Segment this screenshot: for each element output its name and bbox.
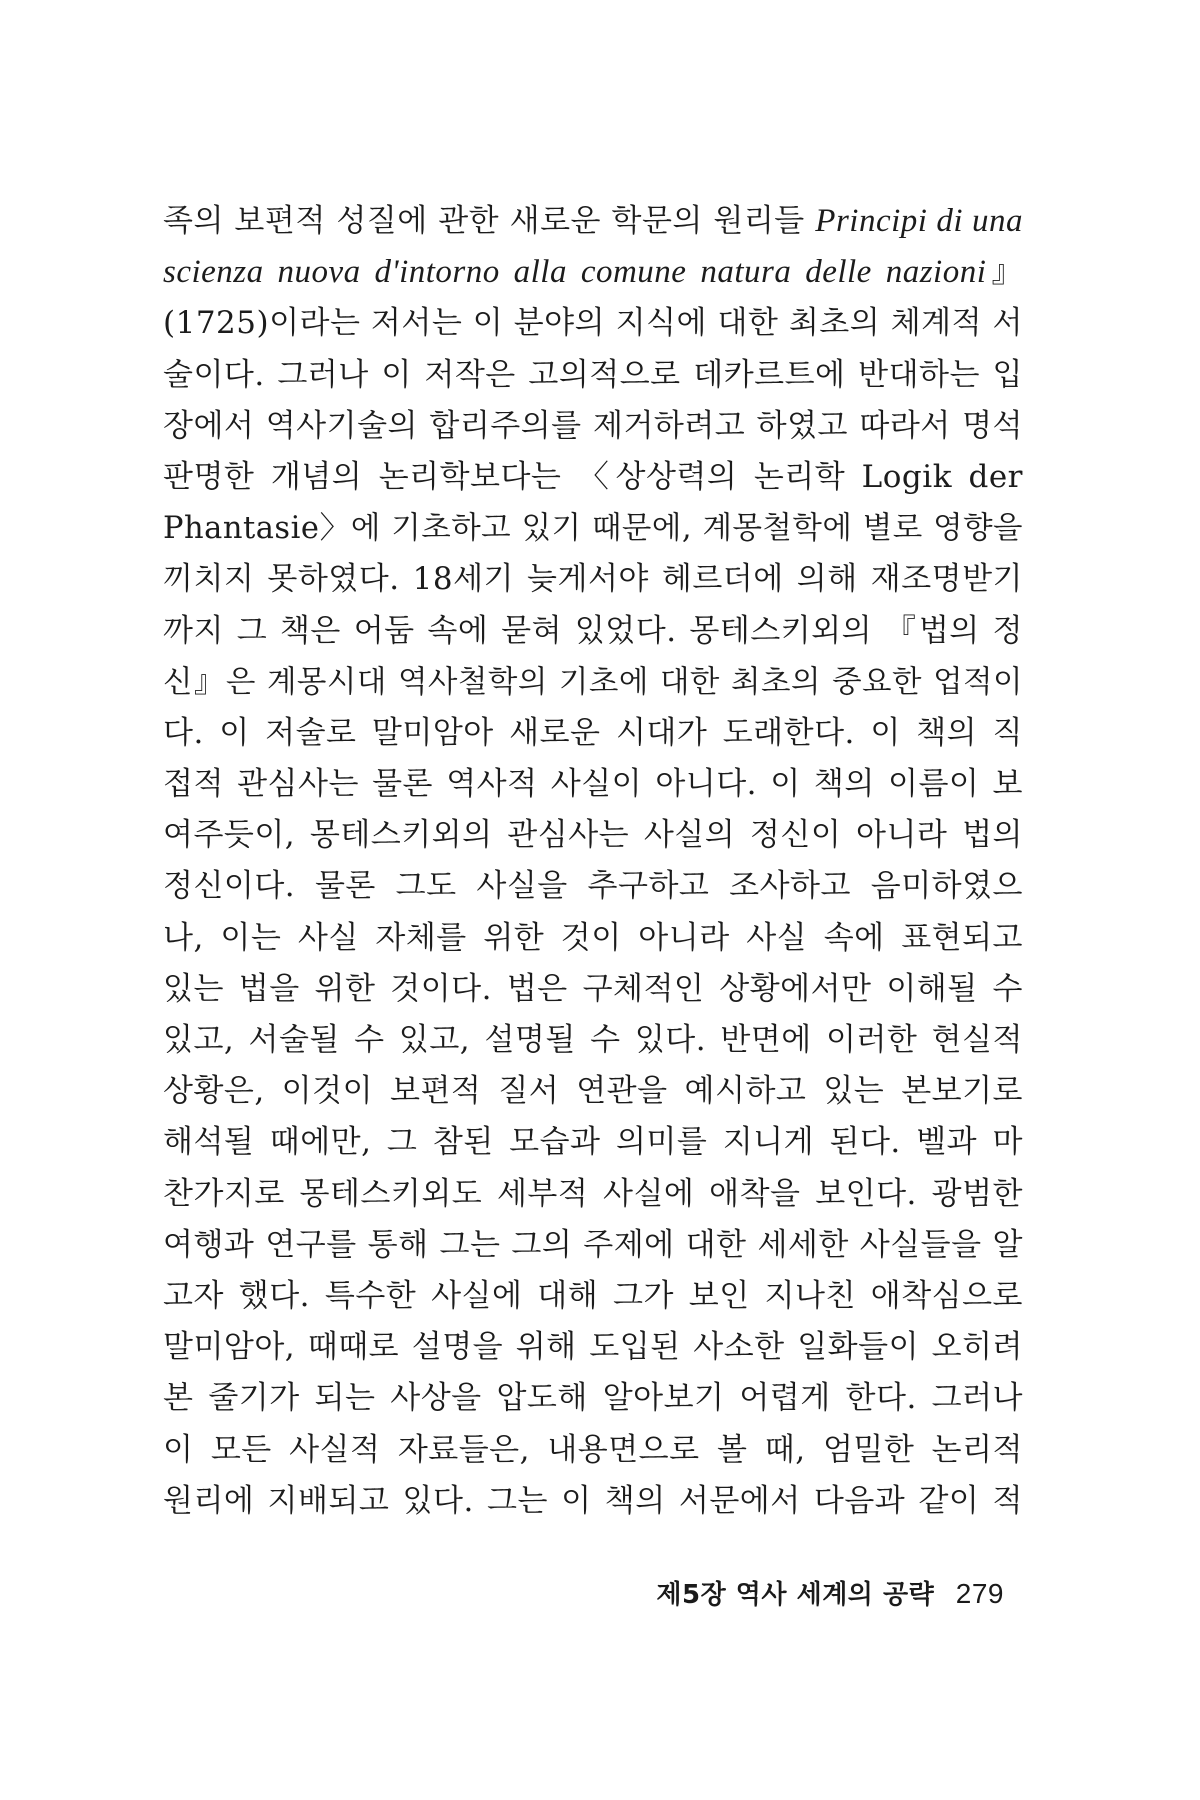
text-line bbox=[163, 964, 1023, 1015]
line-text: 다. 이 저술로 말미암아 새로운 시대가 도래한다. 이 책의 직 bbox=[163, 714, 1023, 751]
text-line bbox=[163, 1015, 1023, 1066]
line-text: 있고, 서술될 수 있고, 설명될 수 있다. 반면에 이러한 현실적 bbox=[163, 1022, 1023, 1058]
body-text bbox=[163, 196, 1023, 1527]
text-line bbox=[163, 759, 1023, 810]
page-number: 279 bbox=[955, 1578, 1004, 1609]
text-line bbox=[163, 196, 1023, 247]
line-text: 이 모든 사실적 자료들은, 내용면으로 볼 때, 엄밀한 논리적 bbox=[163, 1431, 1023, 1468]
line-text: 고자 했다. 특수한 사실에 대해 그가 보인 지나친 애착심으로 bbox=[163, 1277, 1023, 1314]
line-text: 끼치지 못하였다. 18세기 늦게서야 헤르더에 의해 재조명받기 bbox=[163, 561, 1023, 598]
text-line bbox=[163, 1476, 1023, 1527]
line-text: 찬가지로 몽테스키외도 세부적 사실에 애착을 보인다. 광범한 bbox=[163, 1175, 1023, 1212]
line-text: 여행과 연구를 통해 그는 그의 주제에 대한 세세한 사실들을 알 bbox=[163, 1226, 1023, 1263]
text-line bbox=[163, 1373, 1023, 1424]
text-line bbox=[163, 913, 1023, 964]
text-line bbox=[163, 606, 1023, 657]
line-text: 접적 관심사는 물론 역사적 사실이 아니다. 이 책의 이름이 보 bbox=[163, 766, 1023, 803]
text-line bbox=[163, 298, 1023, 349]
line-text: 족의 보편적 성질에 관한 새로운 학문의 원리들 bbox=[163, 203, 816, 239]
text-line bbox=[163, 1117, 1023, 1168]
line-text: 나, 이는 사실 자체를 위한 것이 아니라 사실 속에 표현되고 bbox=[163, 919, 1023, 956]
line-text: 판명한 개념의 논리학보다는 〈상상력의 논리학 Logik der bbox=[163, 458, 1023, 495]
text-line bbox=[163, 1271, 1023, 1322]
line-text: 말미암아, 때때로 설명을 위해 도입된 사소한 일화들이 오히려 bbox=[163, 1329, 1023, 1366]
text-line bbox=[163, 810, 1023, 861]
text-line bbox=[163, 1169, 1023, 1220]
line-text: 상황은, 이것이 보편적 질서 연관을 예시하고 있는 본보기로 bbox=[163, 1073, 1023, 1110]
line-italic-text: Principi di una bbox=[815, 203, 1023, 239]
line-text: 원리에 지배되고 있다. 그는 이 책의 서문에서 다음과 같이 적 bbox=[163, 1482, 1023, 1519]
text-line bbox=[163, 350, 1023, 401]
text-line bbox=[163, 1066, 1023, 1117]
text-line bbox=[163, 708, 1023, 759]
text-line bbox=[163, 861, 1023, 912]
line-text: 여주듯이, 몽테스키외의 관심사는 사실의 정신이 아니라 법의 bbox=[163, 817, 1023, 854]
text-line bbox=[163, 247, 1023, 298]
line-text: 정신이다. 물론 그도 사실을 추구하고 조사하고 음미하였으 bbox=[163, 868, 1023, 905]
line-text: 신』은 계몽시대 역사철학의 기초에 대한 최초의 중요한 업적이 bbox=[163, 664, 1023, 700]
line-text: 있는 법을 위한 것이다. 법은 구체적인 상황에서만 이해될 수 bbox=[163, 970, 1023, 1007]
text-line bbox=[163, 503, 1023, 554]
text-line bbox=[163, 657, 1023, 708]
text-line bbox=[163, 1322, 1023, 1373]
running-head: 제5장 역사 세계의 공략 bbox=[656, 1580, 935, 1610]
text-line bbox=[163, 1425, 1023, 1476]
text-line bbox=[163, 1220, 1023, 1271]
text-line bbox=[163, 554, 1023, 605]
text-line bbox=[163, 452, 1023, 503]
line-text: 까지 그 책은 어둠 속에 묻혀 있었다. 몽테스키외의 『법의 정 bbox=[163, 612, 1023, 649]
line-italic-text: scienza nuova d'intorno alla comune natura delle nazioni bbox=[163, 254, 987, 291]
line-text: 해석될 때에만, 그 참된 모습과 의미를 지니게 된다. 벨과 마 bbox=[163, 1124, 1023, 1161]
text-line bbox=[163, 401, 1023, 452]
page-footer bbox=[656, 1574, 1004, 1611]
line-text: Phantasie〉에 기초하고 있기 때문에, 계몽철학에 별로 영향을 bbox=[163, 511, 1023, 547]
line-text: 술이다. 그러나 이 저작은 고의적으로 데카르트에 반대하는 입 bbox=[163, 356, 1023, 393]
line-text: 장에서 역사기술의 합리주의를 제거하려고 하였고 따라서 명석 bbox=[163, 407, 1023, 444]
line-text-suffix: 』 bbox=[986, 254, 1023, 291]
line-text: (1725)이라는 저서는 이 분야의 지식에 대한 최초의 체계적 서 bbox=[163, 305, 1023, 342]
line-text: 본 줄기가 되는 사상을 압도해 알아보기 어렵게 한다. 그러나 bbox=[163, 1380, 1023, 1417]
